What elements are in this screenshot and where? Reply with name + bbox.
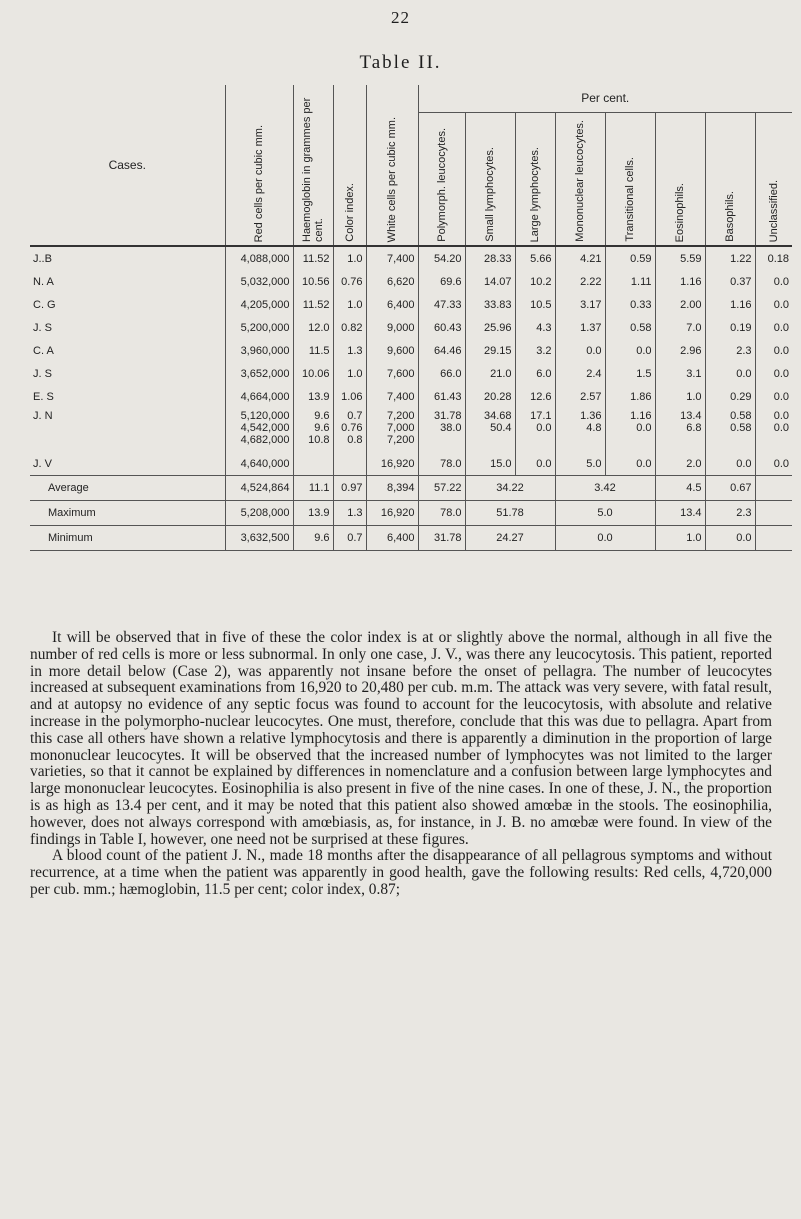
- cell-small: 28.33: [465, 246, 515, 270]
- eosinophils-header: Eosinophils.: [655, 112, 705, 246]
- paragraph: It will be observed that in five of these the color index is at or slightly above the normal, although in all five the number of red cells is more or less subnormal. In only one case, J. V., was there any leucocytosis. This patient, reported in more detail below (Case 2), was apparently not insane before the onset of pellagra. The number of leucocytes increased at subsequent examinations from 16,920 to 20,480 per cub. m.m. The attack was very severe, with fatal result, and at autopsy no evidence of any septic focus was found to account for the leucocytosis, with absolute and relative increase in the polymorpho-nuclear leucocytes. One must, therefore, conclude that this was due to pellagra. Apart from this case all others have shown a relative lymphocytosis and there is apparently a diminution in the proportion of large mononuclear leucocytes. It will be observed that the increased number of lymphocytes was not limited to the larger varieties, so that it cannot be explained by differences in nomenclature and a confusion between large lymphocytes and large mononuclear leucocytes. Eosinophilia is also present in five of the nine cases. In one of these, J. N., the proportion is as high as 13.4 per cent, and it may be noted that this patient also showed amœbæ in the stools. The eosinophilia, however, does not always correspond with amœbiasis, as, for instance, in J. B. no amœbæ were found. In view of the findings in Table I, however, one need not be surprised at these figures.: [30, 629, 772, 848]
- cell-small: 29.15: [465, 339, 515, 362]
- summary-monotrans: 0.0: [555, 526, 655, 551]
- cell-hb: 9.6 9.6 10.8: [293, 408, 333, 452]
- cell-ci: 1.06: [333, 385, 366, 408]
- summary-red: 3,632,500: [225, 526, 293, 551]
- cell-white: 7,400: [366, 246, 418, 270]
- summary-monotrans: 3.42: [555, 476, 655, 501]
- cell-uncl: 0.0: [755, 385, 792, 408]
- summary-lymph: 51.78: [465, 501, 555, 526]
- cell-small: 33.83: [465, 293, 515, 316]
- summary-row: [30, 526, 792, 551]
- summary-white: 16,920: [366, 501, 418, 526]
- mononuclear-header: Mononuclear leucocytes.: [555, 112, 605, 246]
- cell-trans: 0.0: [605, 339, 655, 362]
- case-name: J..B: [33, 252, 52, 265]
- cell-poly: 69.6: [418, 270, 465, 293]
- summary-poly: 57.22: [418, 476, 465, 501]
- cell-large: 5.66: [515, 246, 555, 270]
- cell-white: 7,200 7,000 7,200: [366, 408, 418, 452]
- table-row: [30, 362, 792, 385]
- summary-monotrans: 5.0: [555, 501, 655, 526]
- cell-mono: 1.37: [555, 316, 605, 339]
- cell-baso: 0.19: [705, 316, 755, 339]
- summary-label: Average: [30, 476, 225, 501]
- cell-mono: 2.4: [555, 362, 605, 385]
- cell-eos: 2.0: [655, 452, 705, 476]
- summary-poly: 31.78: [418, 526, 465, 551]
- large-lymph-header: Large lymphocytes.: [515, 112, 555, 246]
- cell-small: 20.28: [465, 385, 515, 408]
- cell-trans: 1.16 0.0: [605, 408, 655, 452]
- cell-poly: 54.20: [418, 246, 465, 270]
- cell-trans: 0.0: [605, 452, 655, 476]
- cell-red: 4,640,000: [225, 452, 293, 476]
- cell-red: 5,200,000: [225, 316, 293, 339]
- cell-poly: 66.0: [418, 362, 465, 385]
- basophils-header: Basophils.: [705, 112, 755, 246]
- cell-baso: 2.3: [705, 339, 755, 362]
- cases-header: Cases.: [30, 85, 225, 246]
- cell-small: 15.0: [465, 452, 515, 476]
- cell-red: 4,664,000: [225, 385, 293, 408]
- cell-ci: 1.0: [333, 246, 366, 270]
- paragraph: A blood count of the patient J. N., made 18 months after the disappearance of all pellagrous symptoms and without recurrence, at a time when the patient was apparently in good health, gave the following results: Red cells, 4,720,000 per cub. mm.; hæmoglobin, 11.5 per cent; color index, 0.87;: [30, 847, 772, 898]
- table-row: [30, 452, 792, 476]
- summary-uncl: [755, 501, 792, 526]
- cell-trans: 0.33: [605, 293, 655, 316]
- cell-mono: 2.57: [555, 385, 605, 408]
- cell-red: 3,960,000: [225, 339, 293, 362]
- page-number: 22: [391, 8, 410, 27]
- cell-uncl: 0.0: [755, 270, 792, 293]
- cell-ci: 1.0: [333, 293, 366, 316]
- cell-white: 6,620: [366, 270, 418, 293]
- cell-baso: 1.22: [705, 246, 755, 270]
- cell-baso: 0.0: [705, 362, 755, 385]
- summary-hb: 13.9: [293, 501, 333, 526]
- cell-baso: 1.16: [705, 293, 755, 316]
- summary-uncl: [755, 476, 792, 501]
- summary-eos: 4.5: [655, 476, 705, 501]
- summary-eos: 13.4: [655, 501, 705, 526]
- cell-hb: 10.56: [293, 270, 333, 293]
- cell-red: 5,032,000: [225, 270, 293, 293]
- cell-eos: 3.1: [655, 362, 705, 385]
- cell-ci: 1.3: [333, 339, 366, 362]
- table-row: [30, 385, 792, 408]
- per-cent-header: Per cent.: [418, 85, 792, 112]
- cell-hb: 13.9: [293, 385, 333, 408]
- red-cells-header: Red cells per cubic mm.: [225, 85, 293, 246]
- cell-mono: 2.22: [555, 270, 605, 293]
- white-cells-header: White cells per cubic mm.: [366, 85, 418, 246]
- cell-uncl: 0.0 0.0: [755, 408, 792, 452]
- table-row: [30, 270, 792, 293]
- cell-trans: 1.86: [605, 385, 655, 408]
- cell-large: 10.2: [515, 270, 555, 293]
- cell-red: 3,652,000: [225, 362, 293, 385]
- summary-eos: 1.0: [655, 526, 705, 551]
- cell-poly: 61.43: [418, 385, 465, 408]
- cell-hb: 12.0: [293, 316, 333, 339]
- summary-poly: 78.0: [418, 501, 465, 526]
- unclassified-header: Unclassified.: [755, 112, 792, 246]
- cell-red: 4,088,000: [225, 246, 293, 270]
- cell-eos: 2.00: [655, 293, 705, 316]
- summary-white: 8,394: [366, 476, 418, 501]
- cell-large: 17.1 0.0: [515, 408, 555, 452]
- summary-label: Minimum: [30, 526, 225, 551]
- cell-eos: 2.96: [655, 339, 705, 362]
- summary-row: [30, 501, 792, 526]
- case-name: N. A: [33, 275, 54, 288]
- cell-white: 16,920: [366, 452, 418, 476]
- cell-small: 14.07: [465, 270, 515, 293]
- cell-poly: 64.46: [418, 339, 465, 362]
- cell-uncl: 0.18: [755, 246, 792, 270]
- summary-red: 4,524,864: [225, 476, 293, 501]
- cell-baso: 0.29: [705, 385, 755, 408]
- case-name: C. A: [33, 344, 54, 357]
- case-name: J. N: [33, 410, 53, 422]
- summary-ci: 0.7: [333, 526, 366, 551]
- cell-uncl: 0.0: [755, 316, 792, 339]
- cell-uncl: 0.0: [755, 452, 792, 476]
- case-name: C. G: [33, 298, 56, 311]
- cell-ci: 1.0: [333, 362, 366, 385]
- color-index-header: Color index.: [333, 85, 366, 246]
- cell-ci: [333, 452, 366, 476]
- cell-baso: 0.37: [705, 270, 755, 293]
- table-row: [30, 316, 792, 339]
- cell-mono: 5.0: [555, 452, 605, 476]
- table-row: [30, 408, 792, 452]
- cell-ci: 0.76: [333, 270, 366, 293]
- cell-poly: 47.33: [418, 293, 465, 316]
- table-row: [30, 339, 792, 362]
- body-text: [30, 630, 772, 899]
- summary-label: Maximum: [30, 501, 225, 526]
- table-title: Table II.: [359, 52, 442, 73]
- cell-hb: [293, 452, 333, 476]
- cell-trans: 1.5: [605, 362, 655, 385]
- cell-eos: 13.4 6.8: [655, 408, 705, 452]
- cell-baso: 0.0: [705, 452, 755, 476]
- cell-large: 10.5: [515, 293, 555, 316]
- cell-large: 3.2: [515, 339, 555, 362]
- cell-white: 6,400: [366, 293, 418, 316]
- cell-eos: 1.16: [655, 270, 705, 293]
- summary-row: [30, 476, 792, 501]
- summary-lymph: 34.22: [465, 476, 555, 501]
- cell-mono: 4.21: [555, 246, 605, 270]
- cell-small: 21.0: [465, 362, 515, 385]
- cell-hb: 10.06: [293, 362, 333, 385]
- summary-hb: 9.6: [293, 526, 333, 551]
- cell-white: 9,000: [366, 316, 418, 339]
- cell-eos: 5.59: [655, 246, 705, 270]
- cell-trans: 1.11: [605, 270, 655, 293]
- cell-ci: 0.7 0.76 0.8: [333, 408, 366, 452]
- cell-ci: 0.82: [333, 316, 366, 339]
- case-name: J. V: [33, 457, 52, 470]
- cell-red: 4,205,000: [225, 293, 293, 316]
- transitional-header: Transitional cells.: [605, 112, 655, 246]
- cell-white: 7,600: [366, 362, 418, 385]
- cell-mono: 3.17: [555, 293, 605, 316]
- table-row: [30, 246, 792, 270]
- cell-trans: 0.58: [605, 316, 655, 339]
- summary-lymph: 24.27: [465, 526, 555, 551]
- cell-mono: 1.36 4.8: [555, 408, 605, 452]
- summary-baso: 0.0: [705, 526, 755, 551]
- cell-small: 25.96: [465, 316, 515, 339]
- haemoglobin-header: Haemoglobin in grammes per cent.: [293, 85, 333, 246]
- cell-white: 7,400: [366, 385, 418, 408]
- cell-poly: 78.0: [418, 452, 465, 476]
- table-body: [30, 246, 792, 551]
- cell-trans: 0.59: [605, 246, 655, 270]
- polymorph-header: Polymorph. leucocytes.: [418, 112, 465, 246]
- cell-hb: 11.5: [293, 339, 333, 362]
- summary-uncl: [755, 526, 792, 551]
- cell-eos: 1.0: [655, 385, 705, 408]
- cell-uncl: 0.0: [755, 339, 792, 362]
- cell-baso: 0.58 0.58: [705, 408, 755, 452]
- cell-large: 4.3: [515, 316, 555, 339]
- summary-white: 6,400: [366, 526, 418, 551]
- cell-hb: 11.52: [293, 293, 333, 316]
- cell-large: 0.0: [515, 452, 555, 476]
- cell-hb: 11.52: [293, 246, 333, 270]
- case-name: J. S: [33, 367, 52, 380]
- cell-red: 5,120,000 4,542,000 4,682,000: [225, 408, 293, 452]
- cell-small: 34.68 50.4: [465, 408, 515, 452]
- cell-large: 6.0: [515, 362, 555, 385]
- summary-baso: 0.67: [705, 476, 755, 501]
- table-row: [30, 293, 792, 316]
- cell-uncl: 0.0: [755, 362, 792, 385]
- small-lymph-header: Small lymphocytes.: [465, 112, 515, 246]
- cell-poly: 60.43: [418, 316, 465, 339]
- summary-ci: 1.3: [333, 501, 366, 526]
- cell-white: 9,600: [366, 339, 418, 362]
- summary-baso: 2.3: [705, 501, 755, 526]
- blood-count-table: [30, 85, 792, 551]
- summary-red: 5,208,000: [225, 501, 293, 526]
- cell-poly: 31.78 38.0: [418, 408, 465, 452]
- case-name: J. S: [33, 321, 52, 334]
- cell-large: 12.6: [515, 385, 555, 408]
- cell-mono: 0.0: [555, 339, 605, 362]
- cell-uncl: 0.0: [755, 293, 792, 316]
- cell-eos: 7.0: [655, 316, 705, 339]
- summary-hb: 11.1: [293, 476, 333, 501]
- case-name: E. S: [33, 390, 54, 403]
- summary-ci: 0.97: [333, 476, 366, 501]
